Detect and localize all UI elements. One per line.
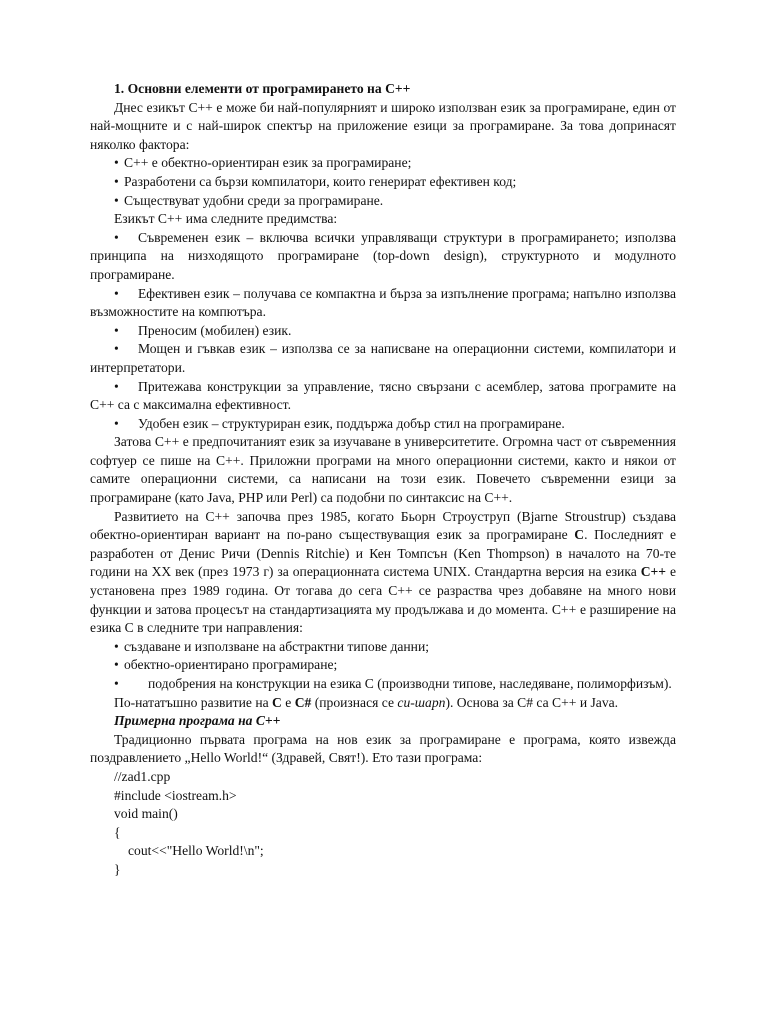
example-intro: Традиционно първата програма на нов език за програмиране е програма, която извежда поздравлението „Hello World!“ (Здравей, Свят!). Ето тази програма:: [90, 731, 676, 766]
code-line: cout<<"Hello World!\n";: [128, 843, 264, 859]
code-line: }: [114, 861, 121, 877]
list-item: • Преносим (мобилен) език.: [90, 322, 676, 341]
example-heading: Примерна програма на С++: [114, 713, 281, 729]
code-line: {: [114, 824, 121, 840]
list-item: • Ефективен език – получава се компактна и бърза за изпълнение програма; напълно използва възможностите на компютъра.: [90, 285, 676, 320]
list-item: • Притежава конструкции за управление, тясно свързани с асемблер, затова програмите на С++ са с максимална ефективност.: [90, 378, 676, 413]
list-item: • Съвременен език – включва всички управляващи структури в програмирането; използва принципа на низходящото програмиране (top-down design), структурното и модулното програмиране.: [90, 229, 676, 282]
bullet-icon: •: [114, 155, 119, 171]
bullet-icon: •: [114, 192, 119, 208]
intro-paragraph: Днес езикът С++ е може би най-популярният и широко използван език за програмиране, един от най-мощните и с най-широк спектър на приложение езици за програмиране. За това допринасят няколко фактора:: [90, 99, 676, 152]
factors-list: [90, 154, 676, 210]
code-line: //zad1.cpp: [114, 768, 171, 784]
history-paragraph: Развитието на С++ започва през 1985, когато Бьорн Строуструп (Bjarne Stroustrup) създава обектно-ориентиран вариант на по-рано съществуващия език за програмиране С. Последният е разработен от Денис Ричи (Dennis Ritchie) и Кен Томпсън (Ken Thompson) в началото на 70-те години на XX век (през 1973 г) за операционната система UNIX. Стандартна версия на езика С++ е установена през 1989 година. От тогава до сега С++ се разраства чрез добавяне на много нови функции и затова процесът на стандартизацията му продължава и до момента. С++ е разширение на езика С в следните три направления:: [90, 508, 677, 636]
list-item: • подобрения на конструкции на езика С (производни типове, наследяване, полиморфизъм).: [90, 675, 676, 694]
bullet-icon: •: [114, 285, 119, 301]
section-heading: 1. Основни елементи от програмирането на С++: [114, 81, 411, 96]
csharp-paragraph: По-нататъшно развитие на С е С# (произнася се си-шарп). Основа за С# са С++ и Java.: [114, 694, 619, 710]
list-item: • Мощен и гъвкав език – използва се за написване на операционни системи, компилатори и интерпретатори.: [90, 341, 676, 375]
list-item: • Съществуват удобни среди за програмиране.: [90, 192, 676, 211]
bullet-icon: •: [114, 229, 119, 245]
document-page: [90, 80, 676, 880]
directions-list: [90, 638, 676, 694]
list-item: • Разработени са бързи компилатори, които генерират ефективен код;: [90, 173, 676, 192]
bullet-icon: •: [114, 173, 119, 189]
list-item: • Удобен език – структуриран език, поддържа добър стил на програмиране.: [90, 415, 676, 434]
code-line: void main(): [114, 806, 178, 822]
list-item: • С++ е обектно-ориентиран език за програмиране;: [90, 154, 676, 173]
bullet-icon: •: [114, 378, 119, 394]
list-item: • обектно-ориентирано програмиране;: [90, 656, 676, 675]
list-item: • създаване и използване на абстрактни типове данни;: [90, 638, 676, 657]
code-listing: [90, 768, 676, 880]
code-line: #include <iostream.h>: [114, 787, 237, 803]
university-paragraph: Затова С++ е предпочитаният език за изучаване в университетите. Огромна част от съвременния софтуер се пише на С++. Приложни програми на много операционни системи, както и някои от самите операционни системи, са написани на този език. Повечето съвременни езици за програмиране (като Java, PHP или Perl) са подобни по синтаксис на С++.: [90, 434, 676, 506]
bullet-icon: •: [114, 676, 119, 691]
bullet-icon: •: [114, 341, 119, 357]
advantages-list: [90, 229, 676, 434]
bullet-icon: •: [114, 657, 119, 673]
bullet-icon: •: [114, 638, 119, 654]
bullet-icon: •: [114, 415, 119, 431]
bullet-icon: •: [114, 322, 119, 338]
advantages-intro: Езикът С++ има следните предимства:: [114, 211, 338, 227]
